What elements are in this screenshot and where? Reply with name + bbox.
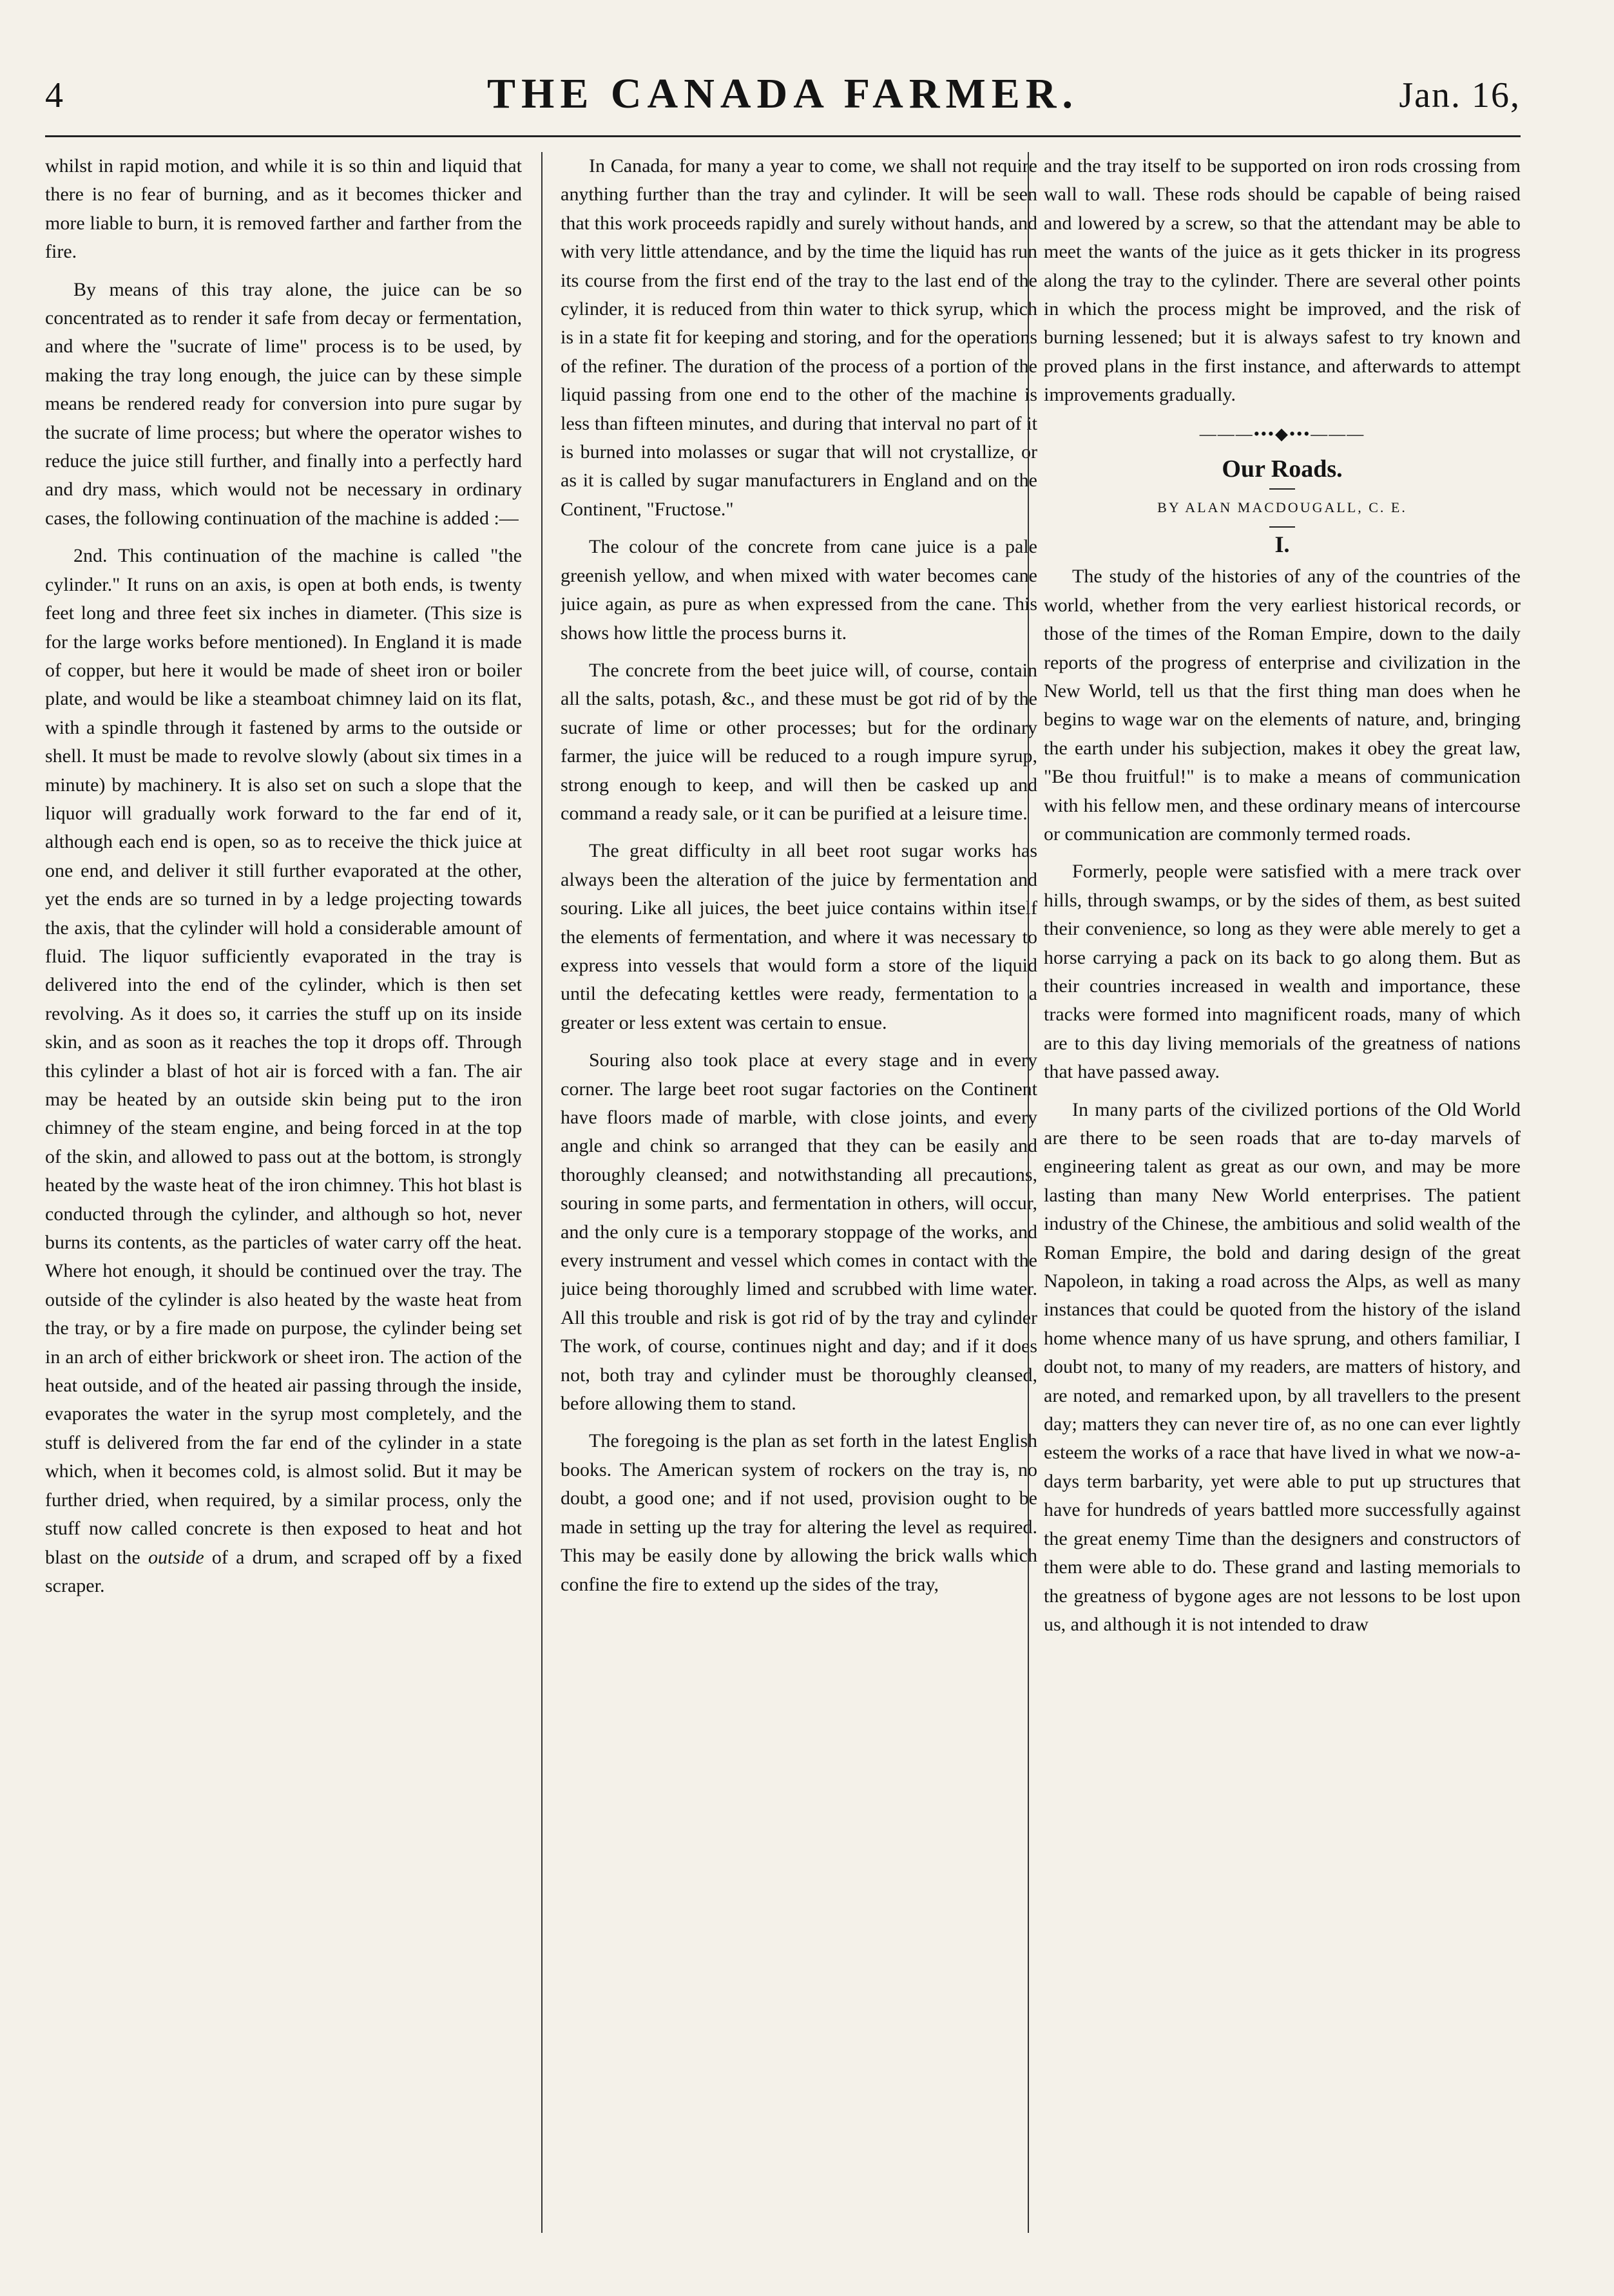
emphasis-text: outside — [148, 1546, 204, 1568]
paragraph: Formerly, people were satisfied with a mere track over hills, through swamps, or by the sides of them, as best suited their convenience, so long as they were able merely to get a horse carrying a pack on its back to go along them. But as their countries increased in wealth and importance, these tracks were formed into magnificent roads, many of which are to this day living memorials of the greatness of nations that have passed away. — [1044, 861, 1521, 1083]
paragraph-text: 2nd. This continuation of the machine is called "the cylinder." It runs on an axis, is open at both ends, is twenty feet long and three feet six inches in diameter. (This size is for the large works before mentioned). In England it is made of copper, but here it would be made of sheet iron or boiler plate, and would be like a steamboat chimney laid on its flat, with a spindle through it fastened by arms to the outside or shell. It must be made to revolve slowly (about six times in a minute) by machinery. It is also set on such a slope that the liquor will gradually work forward to the far end of it, although each end is open, so as to receive the thick juice at one end, and deliver it still further evaporated at the other, yet the ends are so turned in by a ledge projecting towards the axis, that the cylinder will hold a considerable amount of fluid. The liquor sufficiently evaporated in the tray is delivered into the end of the cylinder, which is then set revolving. As it does so, it carries the stuff up on its inside skin, and as soon as it reaches the top it drops off. Through this cylinder a blast of hot air is forced with a fan. The air may be heated by an outside skin being put to the iron chimney of the steam engine, and being forced in at the top of the skin, and allowed to pass out at the bottom, is strongly heated by the waste heat of the iron chimney. This hot blast is conducted through the cylinder, and although so hot, never burns its contents, as the particles of water carry off the heat. Where hot enough, it should be continued over the tray. The outside of the cylinder is also heated by the waste heat from the tray, or by a fire made on purpose, the cylinder being set in an arch of either brickwork or sheet iron. The action of the heat outside, and of the heated air passing through the inside, evaporates the water in the syrup most completely, and the stuff is delivered from the far end of the cylinder in a state which, when it becomes cold, is almost solid. But it may be further dried, when required, by a similar process, only the stuff now called concrete is then exposed to heat and hot blast on the — [45, 545, 522, 1568]
column-2 — [561, 152, 1037, 2233]
paragraph-text: of a drum, and scraped off by a fixed scraper. — [45, 1546, 522, 1596]
paragraph: In many parts of the civilized portions of the Old World are there to be seen roads that are to-day marvels of engineering talent as great as our own, and may be more lasting than many New World enterprises. The patient industry of the Chinese, the ambitious and solid wealth of the Roman Empire, the bold and daring design of the great Napoleon, in taking a road across the Alps, as well as many instances that could be quoted from the history of the island home whence many of us have sprung, and others familiar, I doubt not, to many of my readers, are matters of history, and are noted, and remarked upon, by all travellers to the present day; matters they can never tire of, as no one can ever lightly esteem the works of a race that have lived in what we now-a-days term barbarity, yet were able to put up structures that have for hundreds of years battled more successfully against the great enemy Time than the designers and constructors of them were able to do. These grand and lasting memorials to the greatness of bygone ages are not lessons to be lost upon us, and although it is not intended to draw — [1044, 1098, 1521, 1635]
short-rule — [1269, 526, 1295, 528]
paragraph: Souring also took place at every stage and in every corner. The large beet root sugar factories on the Continent have floors made of marble, with close joints, and every angle and chink so arranged that they can be easily and thoroughly cleansed; and notwithstanding all precautions, souring in some parts, and fermentation in others, will occur, and the only cure is a temporary stoppage of the works, and every instrument and vessel which comes in contact with the juice being thoroughly limed and scrubbed with lime water. All this trouble and risk is got rid of by the tray and cylinder The work, of course, continues night and day; and if it does not, both tray and cylinder must be thoroughly cleansed, before allowing them to stand. — [561, 1049, 1037, 1415]
article-title: Our Roads. — [1222, 455, 1343, 483]
paragraph: whilst in rapid motion, and while it is so thin and liquid that there is no fear of burning, and as it becomes thicker and more liable to burn, it is removed farther and farther from the fire. — [45, 155, 522, 263]
masthead-title: THE CANADA FARMER. — [487, 70, 1079, 117]
page-number: 4 — [45, 75, 63, 115]
paragraph: The great difficulty in all beet root sugar works has always been the alteration of the juice by fermentation and souring. Like all juices, the beet juice contains within itself the elements of fermentation, and where it was necessary to express into vessels that would form a store of the liquid until the defecating kettles were ready, fermentation to a greater or less extent was certain to ensue. — [561, 840, 1037, 1033]
paragraph: In Canada, for many a year to come, we shall not require anything further than the tray and cylinder. It will be seen that this work proceeds rapidly and surely without hands, and with very little attendance, and by the time the liquid has run its course from the first end of the tray to the last end of the cylinder, it is reduced from thin water to thick syrup, which is in a state fit for keeping and storing, and for the operations of the refiner. The duration of the process of a portion of the liquid passing from one end to the other of the machine is less than fifteen minutes, and during that interval no part of it is burned into molasses or sugar that will not crystallize, or as it is called by sugar manufacturers in England and on the Continent, "Fructose." — [561, 155, 1037, 520]
column-divider — [1028, 152, 1029, 2233]
paragraph: The foregoing is the plan as set forth in the latest English books. The American system of rockers on the tray is, no doubt, a good one; and if not used, provision ought to be made in setting up the tray for altering the level as required. This may be easily done by allowing the brick walls which confine the fire to extend up the sides of the tray, — [561, 1430, 1037, 1595]
paragraph — [45, 542, 522, 1600]
header-rule — [45, 135, 1521, 137]
column-1 — [45, 152, 522, 2233]
short-rule — [1269, 488, 1295, 490]
paragraph: The study of the histories of any of the countries of the world, whether from the very earliest historical records, or those of the times of the Roman Empire, down to the daily reports of the progress of enterprise and civilization in the New World, tell us that the first thing man does when he begins to wage war on the elements of nature, and, bringing the earth under his subjection, makes it obey the great law, "Be thou fruitful!" is to make a means of communication with his fellow men, and these ordinary means of intercourse or communication are commonly termed roads. — [1044, 566, 1521, 845]
paragraph: and the tray itself to be supported on iron rods crossing from wall to wall. These rods should be capable of being raised and lowered by a screw, so that the attendant may be able to meet the wants of the juice as it gets thicker in its progress along the tray to the cylinder. There are several other points in which the process might be improved, and the risk of burning lessened; but it is always safest to try known and proved plans in the first instance, and afterwards to attempt improvements gradually. — [1044, 155, 1521, 406]
paragraph: The colour of the concrete from cane juice is a pale greenish yellow, and when mixed with water becomes cane juice again, as pure as when expressed from the cane. This shows how little the process burns it. — [561, 536, 1037, 644]
column-3 — [1044, 152, 1521, 2233]
paragraph: The concrete from the beet juice will, of course, contain all the salts, potash, &c., and these must be got rid of by the sucrate of lime or other processes; but for the ordinary farmer, the juice will be reduced to a rough impure syrup, strong enough to keep, and will then be casked up and command a ready sale, or it can be purified at a leisure time. — [561, 659, 1037, 824]
section-number: I. — [1274, 531, 1290, 557]
issue-date: Jan. 16, — [1399, 75, 1521, 115]
paragraph: By means of this tray alone, the juice can be so concentrated as to render it safe from decay or fermentation, and where the "sucrate of lime" process is to be used, by making the tray long enough, the juice can by these simple means be rendered ready for conversion into pure sugar by the sucrate of lime process; but where the operator wishes to reduce the juice still further, and finally into a perfectly hard and dry mass, which would not be necessary in ordinary cases, the following continuation of the machine is added :— — [45, 278, 522, 529]
ornament-divider: ———•••◆•••——— — [1199, 424, 1365, 443]
page-header — [45, 70, 1521, 134]
article-byline: BY ALAN MACDOUGALL, C. E. — [1157, 499, 1407, 516]
column-divider — [541, 152, 543, 2233]
